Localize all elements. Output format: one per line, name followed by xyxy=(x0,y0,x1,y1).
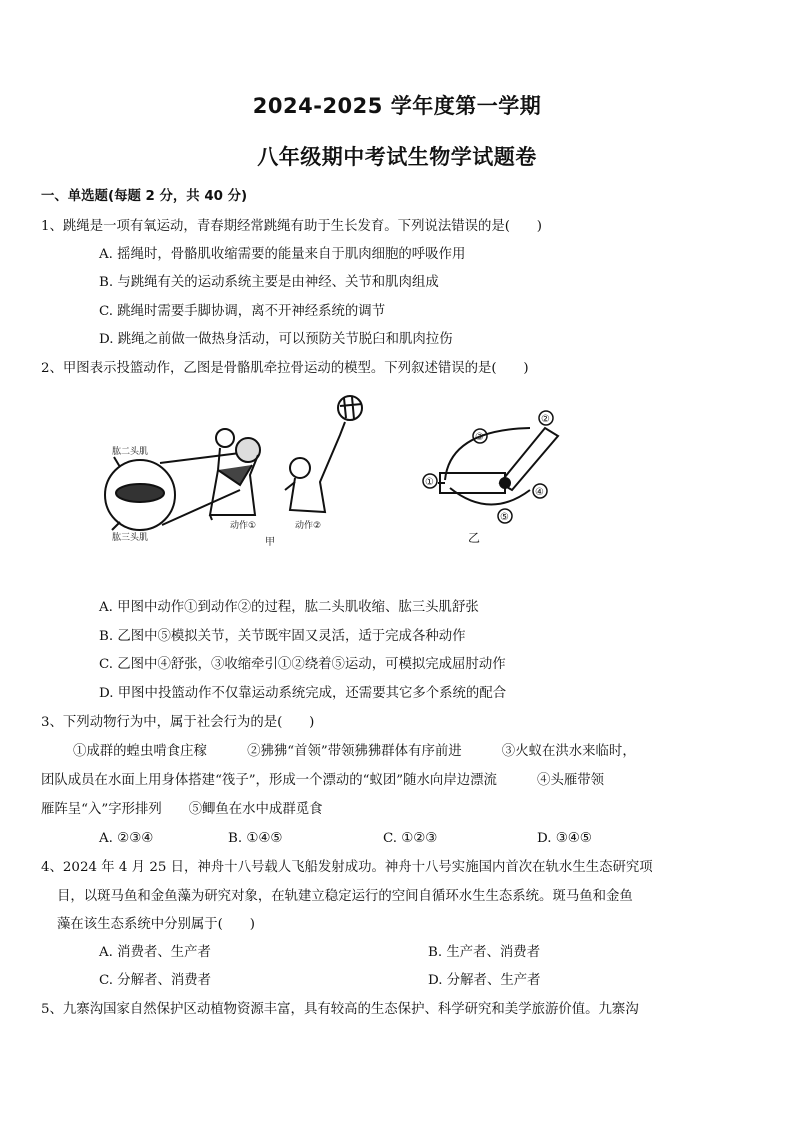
question-3-body-line2: 团队成员在水面上用身体搭建“筏子”，形成一个漂动的“蚁团”随水向岸边漂流 ④头雁带领 xyxy=(41,773,605,788)
question-1-option-a: A. 摇绳时，骨骼肌收缩需要的能量来自于肌肉细胞的呼吸作用 xyxy=(99,247,466,262)
question-5-stem-line1: 5、九寨沟国家自然保护区动植物资源丰富，具有较高的生态保护、科学研究和美学旅游价值。九寨沟 xyxy=(41,1002,639,1017)
exam-title-line2: 八年级期中考试生物学试题卷 xyxy=(257,145,537,169)
question-4-option-c: C. 分解者、消费者 xyxy=(99,973,212,988)
question-1-option-b: B. 与跳绳有关的运动系统主要是由神经、关节和肌肉组成 xyxy=(99,275,439,290)
question-3-option-d: D. ③④⑤ xyxy=(537,831,592,846)
marker-3: ③ xyxy=(475,432,484,443)
question-3-stem: 3、下列动物行为中，属于社会行为的是( ) xyxy=(41,715,315,730)
question-4-stem-line2: 目，以斑马鱼和金鱼藻为研究对象，在轨建立稳定运行的空间自循环水生生态系统。斑马鱼和金鱼 xyxy=(57,889,633,904)
question-2-figure xyxy=(100,390,700,555)
question-2-option-b: B. 乙图中⑤模拟关节，关节既牢固又灵活，适于完成各种动作 xyxy=(99,629,466,644)
label-jia: 甲 xyxy=(265,537,275,548)
question-2-stem: 2、甲图表示投篮动作，乙图是骨骼肌牵拉骨运动的模型。下列叙述错误的是( ) xyxy=(41,361,529,376)
question-1-option-c: C. 跳绳时需要手脚协调，离不开神经系统的调节 xyxy=(99,304,386,319)
question-3-option-b: B. ①④⑤ xyxy=(228,831,283,846)
question-4-stem-line3: 藻在该生态系统中分别属于( ) xyxy=(57,917,255,932)
section-heading: 一、单选题(每题 2 分，共 40 分) xyxy=(41,189,248,204)
question-2-option-d: D. 甲图中投篮动作不仅靠运动系统完成，还需要其它多个系统的配合 xyxy=(99,686,507,701)
biceps-zoom-illustration xyxy=(105,453,240,530)
question-3-body-line1: ①成群的蝗虫啃食庄稼 ②狒狒“首领”带领狒狒群体有序前进 ③火蚁在洪水来临时， xyxy=(73,744,636,759)
question-1-stem: 1、跳绳是一项有氧运动，青春期经常跳绳有助于生长发育。下列说法错误的是( ) xyxy=(41,219,543,234)
question-4-option-b: B. 生产者、消费者 xyxy=(428,945,541,960)
question-3-body-line3: 雁阵呈“入”字形排列 ⑤鲫鱼在水中成群觅食 xyxy=(41,802,323,817)
question-2-option-a: A. 甲图中动作①到动作②的过程，肱二头肌收缩、肱三头肌舒张 xyxy=(99,600,479,615)
question-4-option-a: A. 消费者、生产者 xyxy=(99,945,211,960)
model-markers xyxy=(423,411,553,523)
question-4-option-d: D. 分解者、生产者 xyxy=(428,973,541,988)
marker-2: ② xyxy=(541,414,550,425)
marker-1: ① xyxy=(425,477,434,488)
label-yi: 乙 xyxy=(468,531,481,545)
marker-5: ⑤ xyxy=(500,512,509,523)
label-triceps: 肱三头肌 xyxy=(112,533,149,543)
label-biceps: 肱二头肌 xyxy=(112,447,149,457)
label-action2: 动作② xyxy=(295,521,322,531)
question-1-option-d: D. 跳绳之前做一做热身活动，可以预防关节脱臼和肌肉拉伤 xyxy=(99,332,453,347)
player-action2-illustration xyxy=(285,396,362,512)
label-action1: 动作① xyxy=(230,521,257,531)
player-action1-illustration xyxy=(210,429,260,520)
question-3-option-a: A. ②③④ xyxy=(99,831,154,846)
question-3-option-c: C. ①②③ xyxy=(383,831,438,846)
exam-title-line1: 2024-2025 学年度第一学期 xyxy=(252,94,542,118)
question-2-option-c: C. 乙图中④舒张，③收缩牵引①②绕着⑤运动，可模拟完成屈肘动作 xyxy=(99,657,506,672)
marker-4: ④ xyxy=(535,487,544,498)
question-4-stem-line1: 4、2024 年 4 月 25 日，神舟十八号载人飞船发射成功。神舟十八号实施国内首次在轨水生生态研究项 xyxy=(41,860,653,875)
